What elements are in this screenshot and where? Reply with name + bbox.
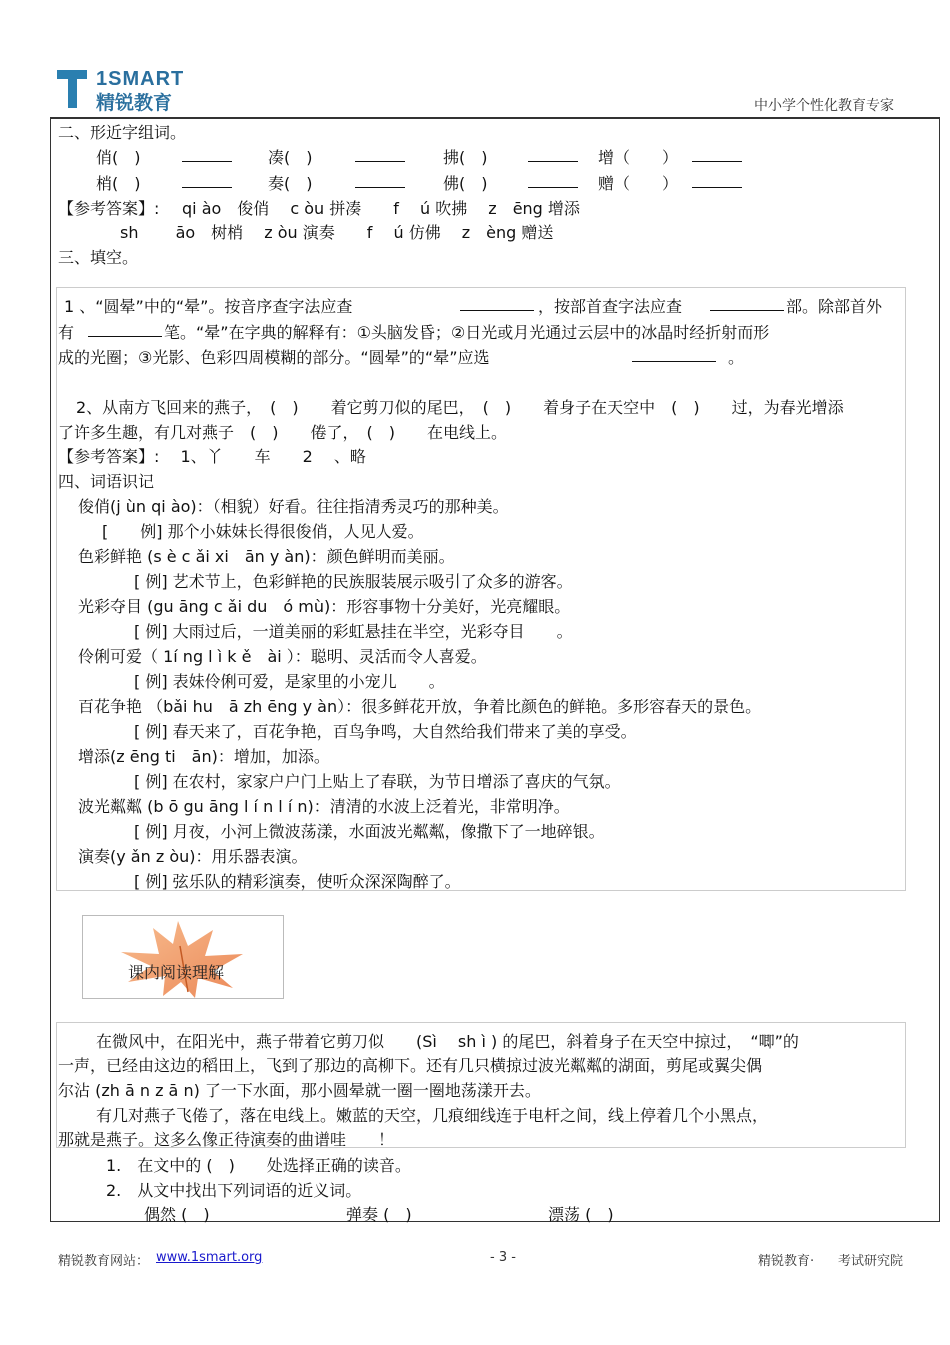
vocab-example: [ 例] 在农村，家家户户门上贴上了春联，为节日增添了喜庆的气氛。 <box>134 772 621 791</box>
vocab-term: 光彩夺目 (gu āng c ǎi du ó mù)：形容事物十分美好，光亮耀眼。 <box>78 597 571 616</box>
vocab-example: [ 例] 大雨过后，一道美丽的彩虹悬挂在半空，光彩夺目 。 <box>134 622 573 641</box>
s3-q1-part4: 有 <box>58 323 75 342</box>
s2-row1-item2: 凑( ) <box>268 148 313 167</box>
answer-blank[interactable] <box>632 347 716 362</box>
s2-row2-item2: 奏( ) <box>268 174 313 193</box>
reading-question-2: 2. 从文中找出下列词语的近义词。 <box>106 1181 362 1200</box>
reading-badge <box>82 915 284 999</box>
passage-line: 那就是燕子。这多么像正待演奏的曲谱哇 ！ <box>58 1130 395 1149</box>
synonym-item: 偶然 ( ) <box>144 1205 210 1224</box>
passage-line: 在微风中，在阳光中，燕子带着它剪刀似 (Sì sh ì ) 的尾巴，斜着身子在天空中掠过， “唧”的 <box>96 1032 799 1051</box>
vocab-example: [ 例] 艺术节上，色彩鲜艳的民族服装展示吸引了众多的游客。 <box>134 572 573 591</box>
s2-answer-line1: qi ào 俊俏 c òu 拼凑 f ú 吹拂 z ēng 增添 <box>182 199 580 218</box>
answer-blank[interactable] <box>692 173 742 188</box>
vocab-example: [ 例] 弦乐队的精彩演奏，使听众深深陶醉了。 <box>134 872 461 891</box>
synonym-item: 漂荡 ( ) <box>548 1205 614 1224</box>
footer-dept: 考试研究院 <box>838 1254 904 1269</box>
passage-line: 一声，已经由这边的稻田上，飞到了那边的高柳下。还有几只横掠过波光粼粼的湖面，剪尾或翼尖偶 <box>58 1056 763 1075</box>
s3-q1-part7: 。 <box>728 348 745 367</box>
vocab-example: [ 例] 表妹伶俐可爱，是家里的小宠儿 。 <box>134 672 445 691</box>
reading-question-1: 1. 在文中的 ( ) 处选择正确的读音。 <box>106 1156 411 1175</box>
footer-site-label: 精锐教育网站： <box>58 1254 150 1269</box>
tagline: 中小学个性化教育专家 <box>754 98 894 114</box>
reading-badge-title: 课内阅读理解 <box>128 963 225 982</box>
vocab-example: [ 例] 月夜，小河上微波荡漾，水面波光粼粼，像撒下了一地碎银。 <box>134 822 605 841</box>
s3-q1-part6: 成的光圈；③光影、色彩四周模糊的部分。“圆晕”的“晕”应选 <box>58 348 490 367</box>
s3-q1-part1: 1 、“圆晕”中的“晕”。按音序查字法应查 <box>64 297 353 316</box>
vocab-example: [ 例] 那个小妹妹长得很俊俏，人见人爱。 <box>102 522 424 541</box>
vocab-term: 百花争艳 （bǎi hu ā zh ēng y àn）：很多鲜花开放，争着比颜色的鲜艳。多形容春天的景色。 <box>78 697 762 716</box>
passage-line: 有几对燕子飞倦了，落在电线上。嫩蓝的天空，几痕细线连于电杆之间，线上停着几个小黑点， <box>96 1106 769 1125</box>
vocab-example: [ 例] 春天来了，百花争艳，百鸟争鸣，大自然给我们带来了美的享受。 <box>134 722 637 741</box>
logo-mark <box>57 70 87 108</box>
s2-row1-item1: 俏( ) <box>96 148 141 167</box>
logo-chinese: 精锐教育 <box>96 92 173 114</box>
s2-row1-item3: 拂( ) <box>443 148 488 167</box>
footer-site-link[interactable] <box>156 1250 262 1265</box>
section3-title: 三、填空。 <box>58 248 139 267</box>
s3-q2-line2: 了许多生趣，有几对燕子 ( ) 倦了， ( ) 在电线上。 <box>58 423 507 442</box>
section4-title: 四、词语识记 <box>58 472 155 491</box>
answer-blank[interactable] <box>355 173 405 188</box>
s3-q1-part5: 笔。“晕”在字典的解释有：①头脑发昏；②日光或月光通过云层中的冰晶时经折射而形 <box>164 323 770 342</box>
logo-english: 1SMART <box>96 68 185 90</box>
vocab-term: 增添(z ēng ti ān)：增加，加添。 <box>78 747 330 766</box>
answer-blank[interactable] <box>710 296 784 311</box>
footer-org: 精锐教育· <box>758 1254 815 1269</box>
section2-title: 二、形近字组词。 <box>58 123 187 142</box>
s2-row1-item4: 增（ ） <box>598 148 679 167</box>
answer-blank[interactable] <box>460 296 534 311</box>
answer-blank[interactable] <box>692 147 742 162</box>
answer-blank[interactable] <box>88 322 162 337</box>
vocab-term: 演奏(y ǎn z òu)：用乐器表演。 <box>78 847 308 866</box>
answer-blank[interactable] <box>528 147 578 162</box>
maple-leaf-icon <box>83 916 283 998</box>
vocab-term: 伶俐可爱（ 1í ng l ì k ě ài ）：聪明、灵活而令人喜爱。 <box>78 647 487 666</box>
s2-row2-item1: 梢( ) <box>96 174 141 193</box>
s3-answer: 【参考答案】: 1、丫 车 2 、略 <box>58 447 366 466</box>
vocab-term: 俊俏(j ùn qi ào)：（相貌）好看。往往指清秀灵巧的那种美。 <box>78 497 509 516</box>
answer-blank[interactable] <box>182 173 232 188</box>
vocab-term: 色彩鲜艳 (s è c ǎi xi ān y àn)：颜色鲜明而美丽。 <box>78 547 455 566</box>
s2-answer-label: 【参考答案】: <box>58 199 160 218</box>
footer-url[interactable]: www.1smart.org <box>156 1250 263 1265</box>
answer-blank[interactable] <box>182 147 232 162</box>
s3-q1-part2: ，按部首查字法应查 <box>538 297 683 316</box>
answer-blank[interactable] <box>355 147 405 162</box>
s2-row2-item3: 佛( ) <box>443 174 488 193</box>
s2-answer-line2: sh āo 树梢 z òu 演奏 f ú 仿佛 z èng 赠送 <box>120 223 554 242</box>
vocab-term: 波光粼粼 (b ō gu āng l í n l í n)：清清的水波上泛着光，非常明净。 <box>78 797 570 816</box>
s2-row2-item4: 赠（ ） <box>598 174 679 193</box>
s3-q1-part3: 部。除部首外 <box>786 297 883 316</box>
page-number: - 3 - <box>490 1250 516 1265</box>
synonym-item: 弹奏 ( ) <box>346 1205 412 1224</box>
s3-q2-line1: 2、从南方飞回来的燕子， ( ) 着它剪刀似的尾巴， ( ) 着身子在天空中 ( ) 过，为春光增添 <box>76 398 844 417</box>
answer-blank[interactable] <box>528 173 578 188</box>
passage-line: 尔沾 (zh ā n z ā n) 了一下水面，那小圆晕就一圈一圈地荡漾开去。 <box>58 1081 541 1100</box>
